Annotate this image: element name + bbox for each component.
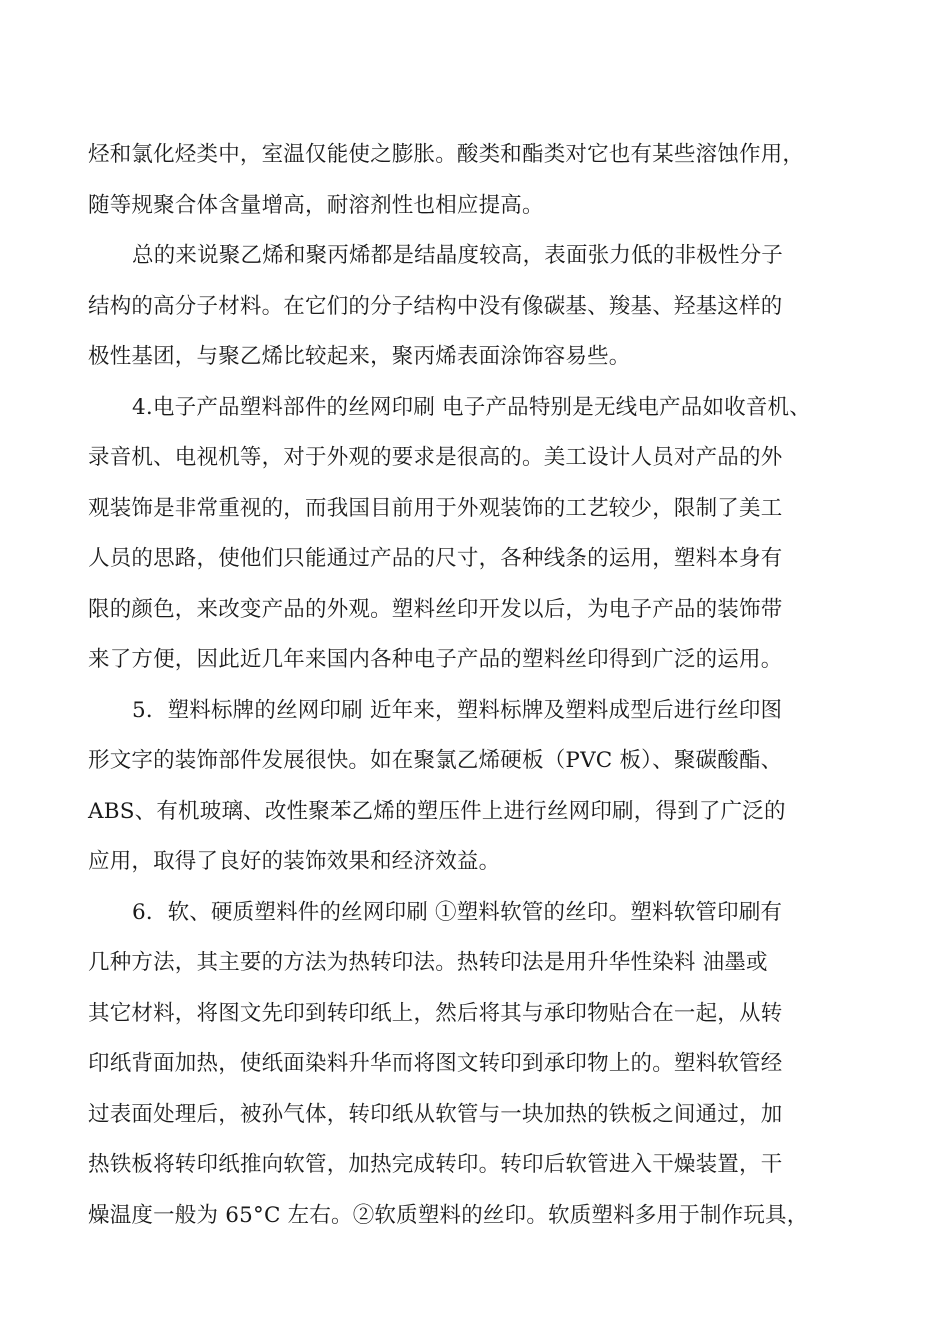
text-line: 几种方法，其主要的方法为热转印法。热转印法是用升华性染料 油墨或 (88, 950, 768, 975)
text-line: 应用，取得了良好的装饰效果和经济效益。 (88, 849, 501, 874)
text-line: 4.电子产品塑料部件的丝网印刷 电子产品特别是无线电产品如收音机、 (132, 394, 811, 420)
text-line: 极性基团，与聚乙烯比较起来，聚丙烯表面涂饰容易些。 (88, 344, 631, 369)
text-line: 过表面处理后，被孙气体，转印纸从软管与一块加热的铁板之间通过，加 (88, 1101, 783, 1127)
text-line: 人员的思路，使他们只能通过产品的尺寸，各种线条的运用，塑料本身有 (88, 546, 783, 571)
text-line: 结构的高分子材料。在它们的分子结构中没有像碳基、羧基、羟基这样的 (88, 293, 783, 319)
text-line: 烃和氯化烃类中，室温仅能使之膨胀。酸类和酯类对它也有某些溶蚀作用， (88, 142, 805, 167)
text-line: 6．软、硬质塑料件的丝网印刷 ①塑料软管的丝印。塑料软管印刷有 (132, 899, 783, 925)
text-line: 其它材料，将图文先印到转印纸上，然后将其与承印物贴合在一起，从转 (88, 1000, 783, 1026)
text-line: 形文字的装饰部件发展很快。如在聚氯乙烯硬板（PVC 板）、聚碳酸酯、 (88, 748, 783, 773)
text-line: 限的颜色，来改变产品的外观。塑料丝印开发以后，为电子产品的装饰带 (88, 596, 783, 622)
text-line: 观装饰是非常重视的，而我国目前用于外观装饰的工艺较少，限制了美工 (88, 495, 783, 521)
text-line: 来了方便，因此近几年来国内各种电子产品的塑料丝印得到广泛的运用。 (88, 647, 783, 672)
text-line: 5．塑料标牌的丝网印刷 近年来，塑料标牌及塑料成型后进行丝印图 (132, 697, 783, 723)
text-line: 随等规聚合体含量增高，耐溶剂性也相应提高。 (88, 192, 544, 218)
text-line: 总的来说聚乙烯和聚丙烯都是结晶度较高，表面张力低的非极性分子 (132, 243, 784, 268)
text-line: ABS、有机玻璃、改性聚苯乙烯的塑压件上进行丝网印刷，得到了广泛的 (88, 798, 786, 824)
text-line: 录音机、电视机等，对于外观的要求是很高的。美工设计人员对产品的外 (88, 445, 783, 470)
text-line: 燥温度一般为 65°C 左右。②软质塑料的丝印。软质塑料多用于制作玩具， (88, 1202, 809, 1228)
body-text (88, 130, 868, 1241)
text-line: 热铁板将转印纸推向软管，加热完成转印。转印后软管进入干燥装置，干 (88, 1152, 783, 1177)
text-line: 印纸背面加热，使纸面染料升华而将图文转印到承印物上的。塑料软管经 (88, 1051, 783, 1076)
